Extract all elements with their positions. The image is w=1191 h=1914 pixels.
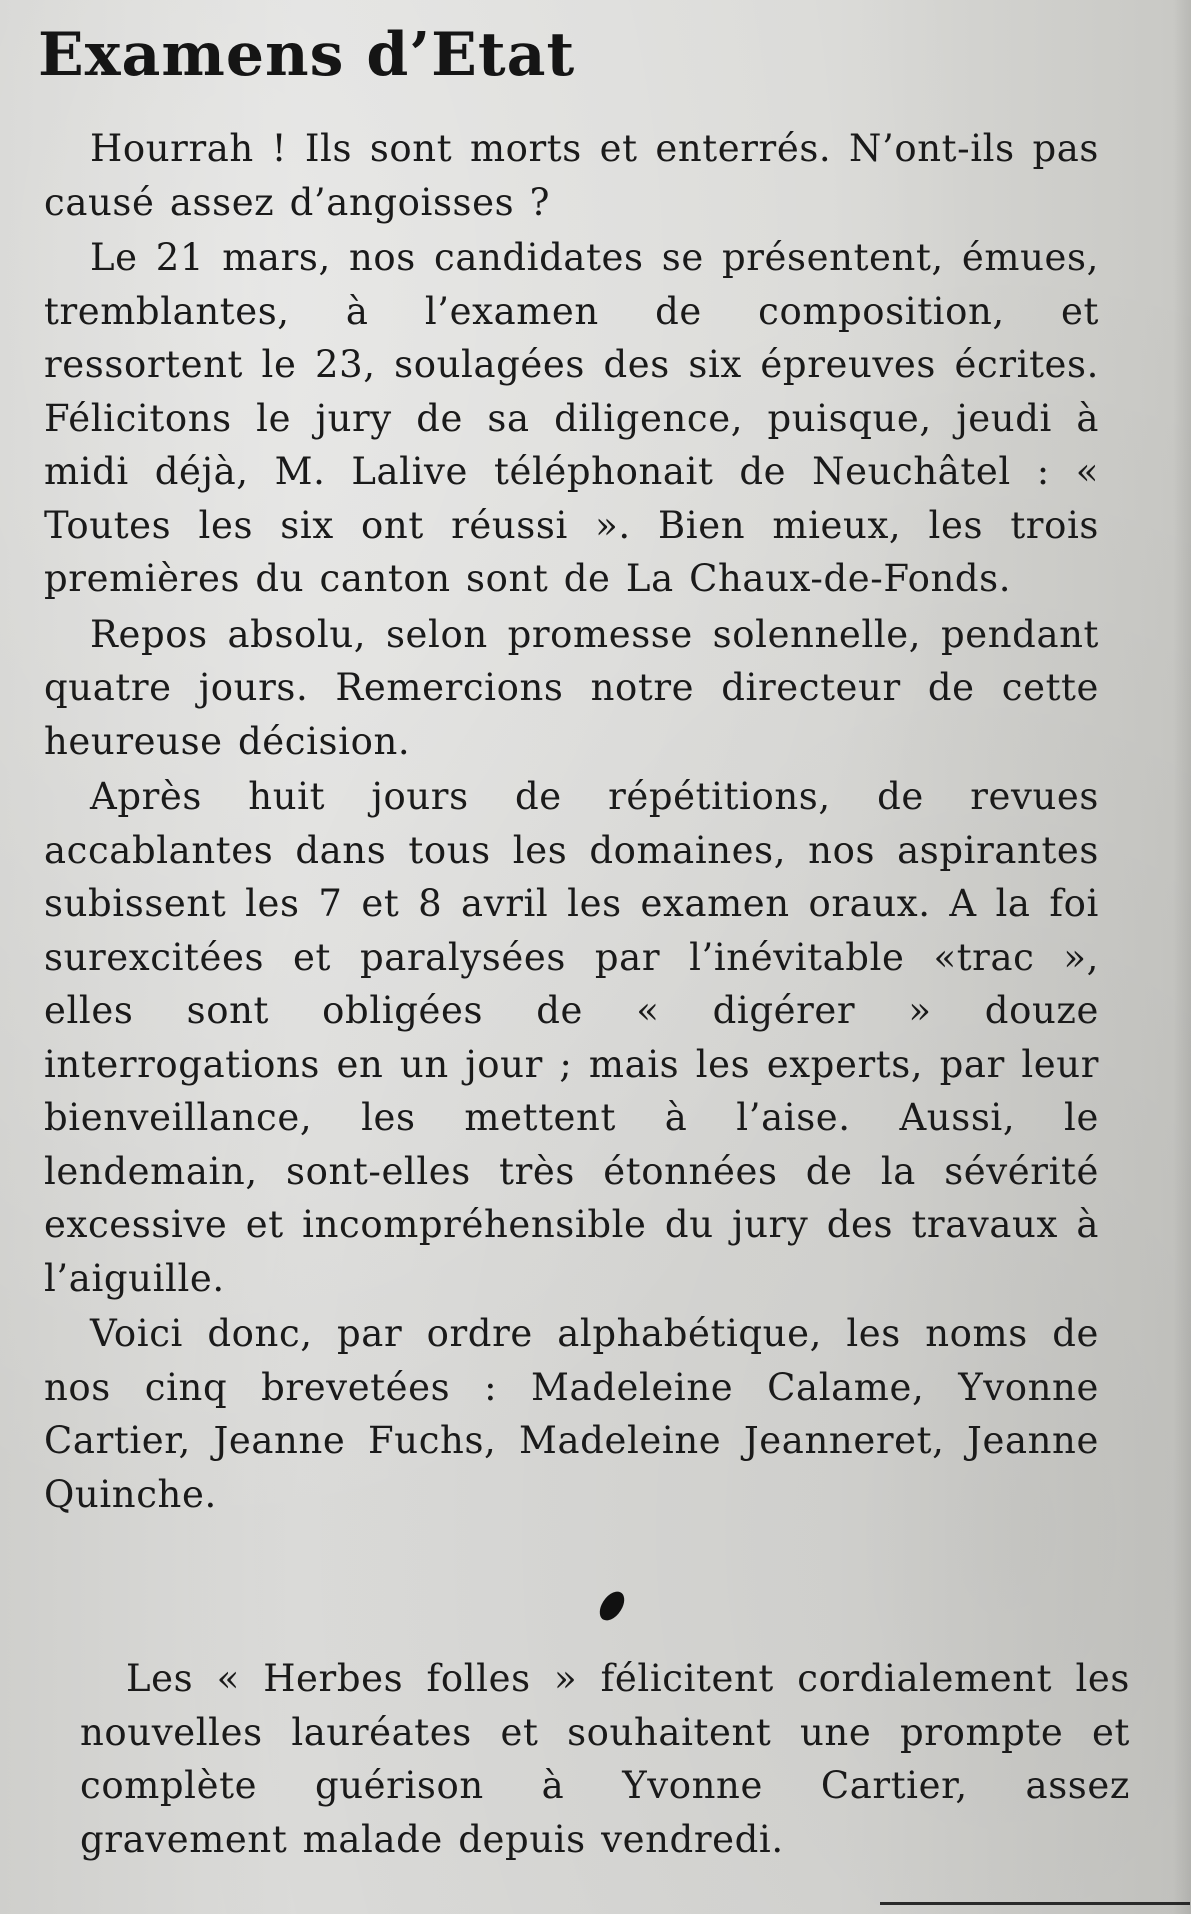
paragraph-written-exams: Le 21 mars, nos candidates se présentent, émues, tremblantes, à l’examen de composition, et ressortent le 23, soulagées des six épreuves écrites. Félicitons le jury de sa diligence, puisque, jeudi à midi déjà, M. Lalive téléphonait de Neuchâtel : « Toutes les six ont réussi ». Bien mieux, les trois premières du canton sont de La Chaux-de-Fonds. [44, 236, 1099, 600]
bottom-rule [880, 1902, 1190, 1905]
paragraph-oral-exams: Après huit jours de répétitions, de revues accablantes dans tous les domaines, nos aspirantes subissent les 7 et 8 avril les examen oraux. A la foi surexcitées et paralysées par l’inévitable «trac », elles sont obligées de « digérer » douze interrogations en un jour ; mais les experts, par leur bienveillance, les mettent à l’aise. Aussi, le lendemain, sont-elles très étonnées de la sévérité excessive et incompréhensible du jury des travaux à l’aiguille. [44, 775, 1099, 1300]
paragraph-rest: Repos absolu, selon promesse solennelle, pendant quatre jours. Remercions notre directeur de cette heureuse décision. [44, 612, 1099, 763]
paragraph-graduates: Voici donc, par ordre alphabétique, les noms de nos cinq brevetées : Madeleine Calame, Yvonne Cartier, Jeanne Fuchs, Madeleine Jeanneret, Jeanne Quinche. [44, 1312, 1099, 1516]
note-paragraph: Les « Herbes folles » félicitent cordialement les nouvelles lauréates et souhaitent une prompte et complète guérison à Yvonne Cartier, assez gravement malade depuis vendredi. [80, 1657, 1130, 1861]
page-edge-shadow [1173, 0, 1191, 1914]
paragraph-intro: Hourrah ! Ils sont morts et enterrés. N’ont-ils pas causé assez d’angoisses ? [44, 127, 1099, 224]
article-body [44, 122, 1099, 1523]
article-title: Examens d’Etat [38, 20, 576, 90]
congratulations-note [80, 1652, 1130, 1868]
ornament-separator-icon [596, 1587, 628, 1624]
